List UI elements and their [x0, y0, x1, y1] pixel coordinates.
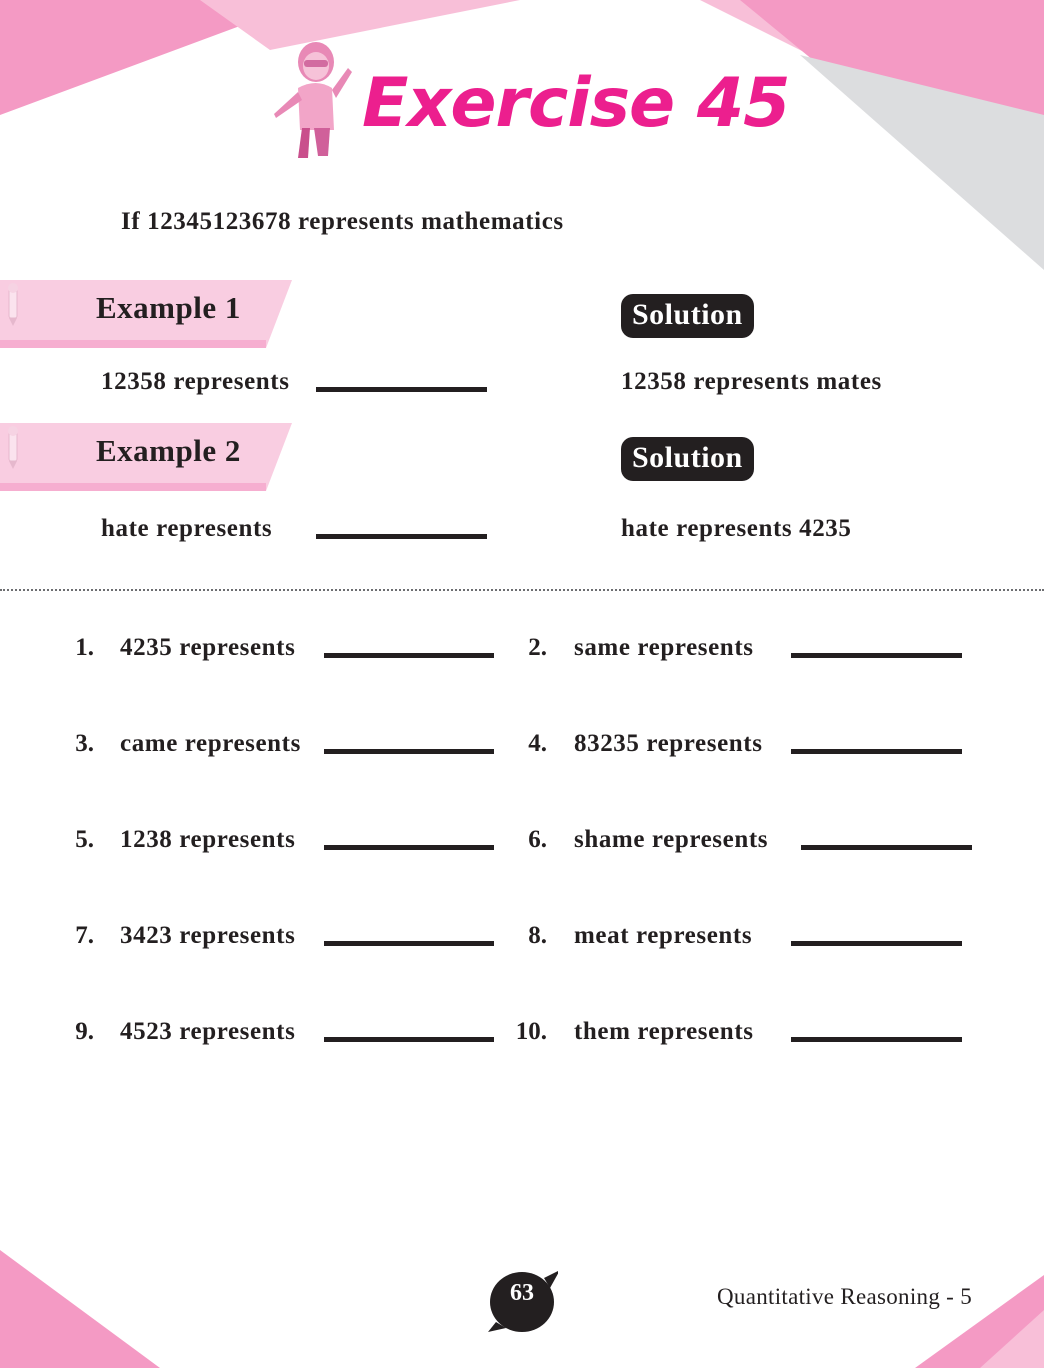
- question-text: 1238 represents: [120, 826, 296, 853]
- question-number: 5.: [75, 826, 94, 853]
- question-number: 9.: [75, 1018, 94, 1045]
- question-number: 8.: [528, 922, 547, 949]
- solution-2-badge: Solution: [621, 437, 754, 481]
- answer-blank[interactable]: [324, 941, 494, 946]
- answer-blank[interactable]: [324, 749, 494, 754]
- answer-blank[interactable]: [801, 845, 972, 850]
- question-text: 3423 represents: [120, 922, 296, 949]
- question-number: 1.: [75, 634, 94, 661]
- example-2-banner: [0, 423, 300, 495]
- example-1-question: 12358 represents: [101, 368, 290, 395]
- question-text: 4523 represents: [120, 1018, 296, 1045]
- example-1-label: Example 1: [96, 290, 241, 325]
- section-divider: [0, 589, 1044, 591]
- example-1-blank[interactable]: [316, 387, 487, 392]
- question-number: 2.: [528, 634, 547, 661]
- question-text: 4235 represents: [120, 634, 296, 661]
- page-number: 63: [510, 1280, 534, 1306]
- solution-1-badge: Solution: [621, 294, 754, 338]
- answer-blank[interactable]: [791, 1037, 962, 1042]
- mascot-figure-icon: [262, 38, 362, 162]
- question-text: 83235 represents: [574, 730, 763, 757]
- answer-blank[interactable]: [324, 845, 494, 850]
- answer-blank[interactable]: [791, 941, 962, 946]
- intro-statement: If 12345123678 represents mathematics: [121, 208, 564, 235]
- book-title-footer: Quantitative Reasoning - 5: [717, 1284, 972, 1309]
- answer-blank[interactable]: [791, 653, 962, 658]
- example-1-banner: [0, 280, 300, 352]
- question-number: 3.: [75, 730, 94, 757]
- question-text: came represents: [120, 730, 301, 757]
- pencil-icon: [0, 423, 26, 471]
- question-number: 7.: [75, 922, 94, 949]
- question-number: 4.: [528, 730, 547, 757]
- answer-blank[interactable]: [324, 1037, 494, 1042]
- answer-blank[interactable]: [791, 749, 962, 754]
- page-title: Exercise 45: [362, 64, 790, 143]
- example-2-label: Example 2: [96, 433, 241, 468]
- example-2-blank[interactable]: [316, 534, 487, 539]
- example-1-solution: 12358 represents mates: [621, 368, 882, 395]
- question-text: meat represents: [574, 922, 753, 949]
- question-text: same represents: [574, 634, 754, 661]
- question-number: 10.: [515, 1018, 547, 1045]
- example-2-solution: hate represents 4235: [621, 515, 852, 542]
- pencil-icon: [0, 280, 26, 328]
- question-text: them represents: [574, 1018, 754, 1045]
- answer-blank[interactable]: [324, 653, 494, 658]
- question-text: shame represents: [574, 826, 769, 853]
- question-number: 6.: [528, 826, 547, 853]
- example-2-question: hate represents: [101, 515, 273, 542]
